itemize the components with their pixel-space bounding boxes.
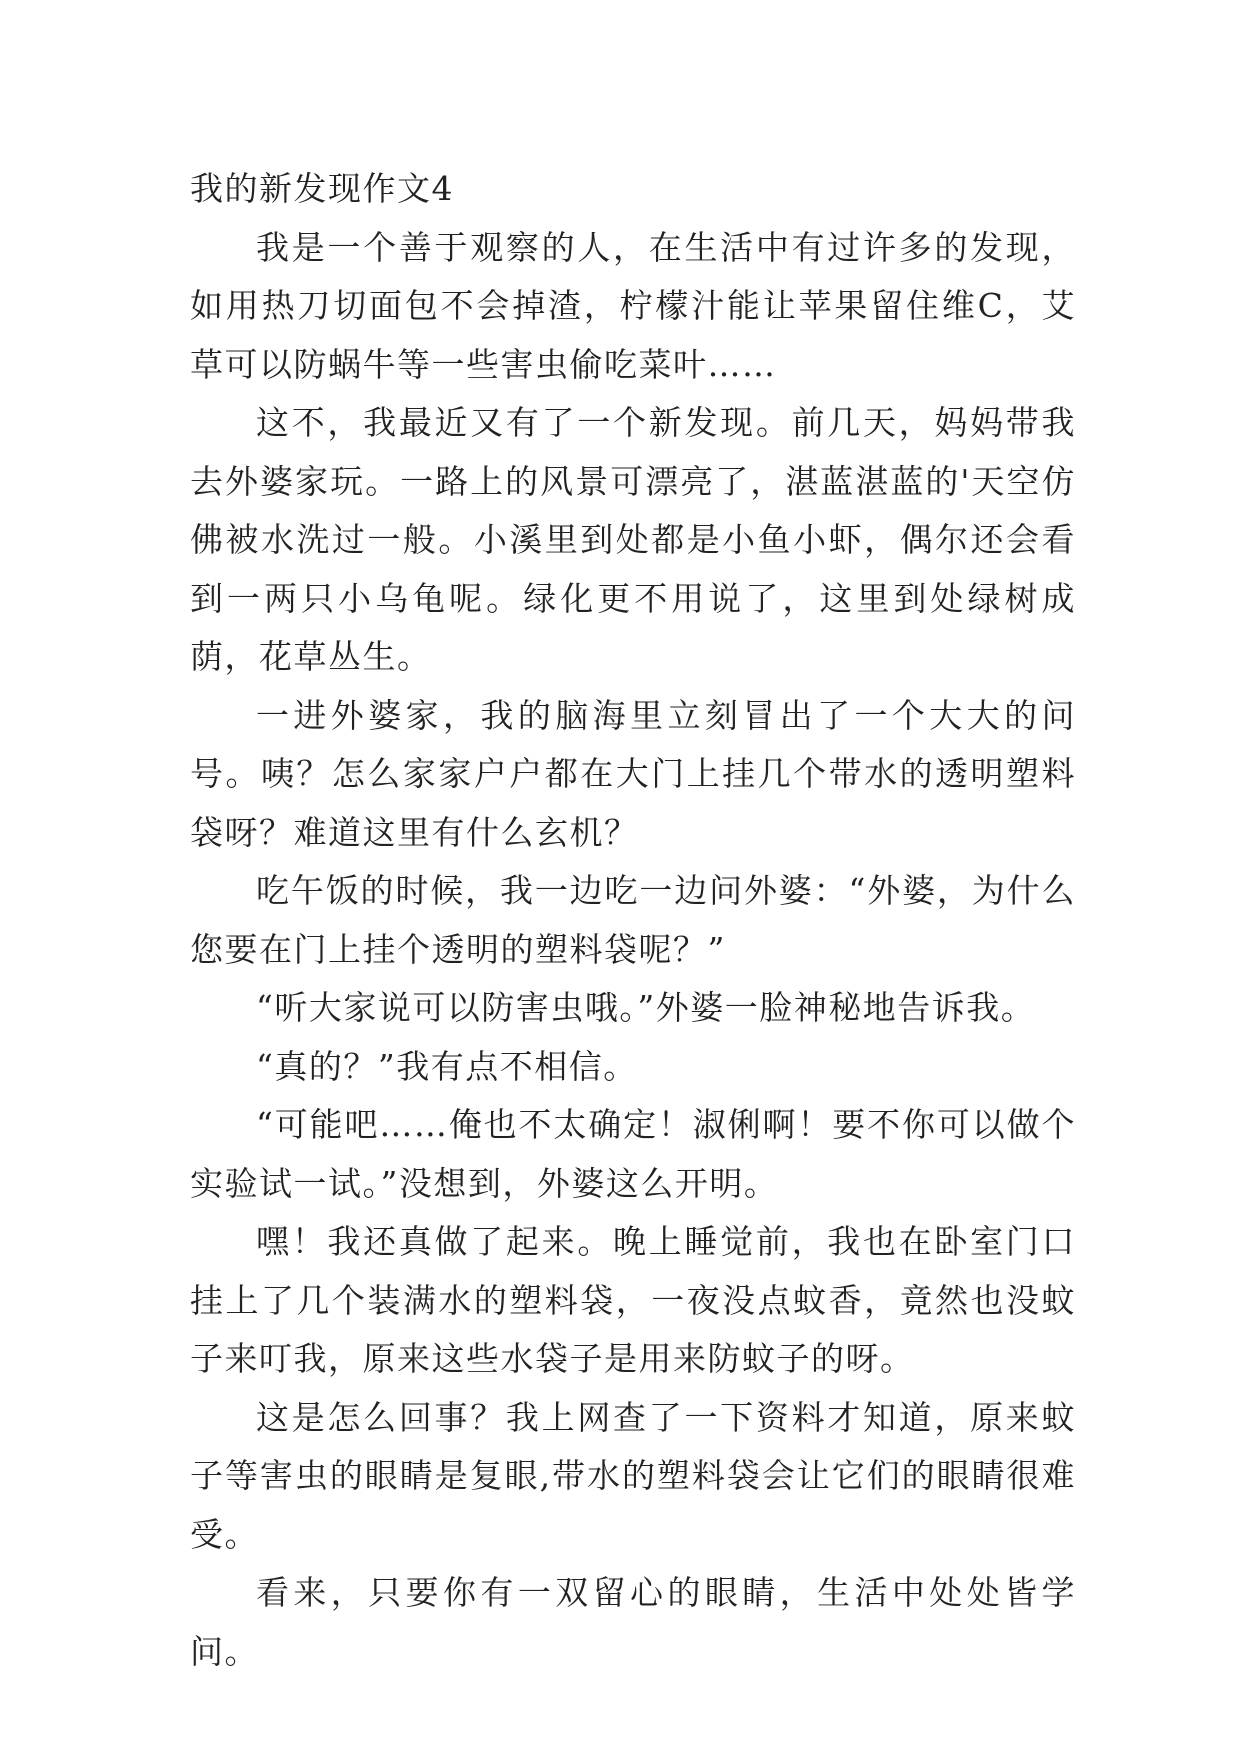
paragraph-9: 这是怎么回事？我上网查了一下资料才知道，原来蚊子等害虫的眼睛是复眼,带水的塑料袋会让它们的眼睛很难受。 — [190, 1397, 1076, 1554]
paragraph-10: 看来，只要你有一双留心的眼睛，生活中处处皆学问。 — [190, 1573, 1076, 1671]
paragraph-5: “听大家说可以防害虫哦。”外婆一脸神秘地告诉我。 — [256, 988, 1036, 1027]
essay-title: 我的新发现作文4 — [190, 169, 454, 208]
document-body — [190, 160, 1076, 1681]
paragraph-4: 吃午饭的时候，我一边吃一边问外婆：“外婆，为什么您要在门上挂个透明的塑料袋呢？” — [190, 871, 1076, 969]
paragraph-6: “真的？”我有点不相信。 — [256, 1046, 638, 1086]
paragraph-7: “可能吧……俺也不太确定！淑俐啊！要不你可以做个实验试一试。”没想到，外婆这么开明。 — [190, 1105, 1076, 1203]
paragraph-8: 嘿！我还真做了起来。晚上睡觉前，我也在卧室门口挂上了几个装满水的塑料袋，一夜没点蚊香，竟然也没蚊子来叮我，原来这些水袋子是用来防蚊子的呀。 — [190, 1222, 1076, 1378]
paragraph-3: 一进外婆家，我的脑海里立刻冒出了一个大大的问号。咦？怎么家家户户都在大门上挂几个带水的透明塑料袋呀？难道这里有什么玄机？ — [190, 695, 1076, 852]
paragraph-1: 我是一个善于观察的人，在生活中有过许多的发现，如用热刀切面包不会掉渣，柠檬汁能让苹果留住维C，艾草可以防蜗牛等一些害虫偷吃菜叶…… — [190, 227, 1076, 384]
paragraph-2: 这不，我最近又有了一个新发现。前几天，妈妈带我去外婆家玩。一路上的风景可漂亮了，湛蓝湛蓝的'天空仿佛被水洗过一般。小溪里到处都是小鱼小虾，偶尔还会看到一两只小乌龟呢。绿化更不用说了，这里到处绿树成荫，花草丛生。 — [190, 403, 1076, 676]
